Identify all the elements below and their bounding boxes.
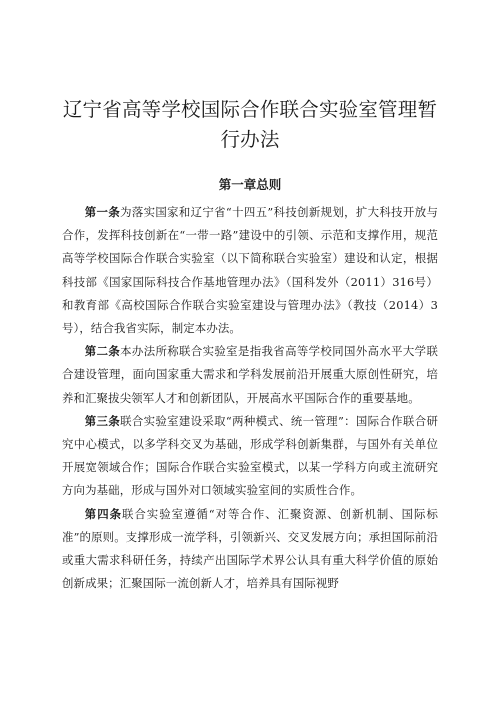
article-4 xyxy=(62,503,438,596)
article-number: 第二条 xyxy=(84,344,121,359)
article-number: 第三条 xyxy=(84,413,121,428)
article-number: 第四条 xyxy=(84,506,122,521)
document-title: 辽宁省高等学校国际合作联合实验室管理暂行办法 xyxy=(62,98,438,151)
article-text: 本办法所称联合实验室是指我省高等学校同国外高水平大学联合建设管理，面向国家重大需求和学科发展前沿开展重大原创性研究，培养和汇聚拔尖领军人才和创新团队，开展高水平国际合作的重要基地。 xyxy=(62,344,438,405)
article-number: 第一条 xyxy=(84,205,121,219)
article-2 xyxy=(62,340,438,410)
article-text: 为落实国家和辽宁省“十四五”科技创新规划，扩大科技开放与合作，发挥科技创新在“一带一路”建设中的引领、示范和支撑作用，规范高等学校国际合作联合实验室（以下简称联合实验室）建设和认定，根据科技部《国家国际科技合作基地管理办法》（国科发外（2011）316号）和教育部《高校国际合作联合实验室建设与管理办法》（教技（2014）3号），结合我省实际，制定本办法。 xyxy=(62,205,438,336)
article-text: 联合实验室建设采取“两种模式、统一管理”：国际合作联合研究中心模式，以多学科交叉为基础，形成学科创新集群，与国外有关单位开展宽领域合作；国际合作联合实验室模式，以某一学科方向或主流研究方向为基础，形成与国外对口领域实验室间的实质性合作。 xyxy=(62,413,438,498)
chapter-heading: 第一章总则 xyxy=(218,177,282,192)
article-1 xyxy=(62,201,438,340)
article-3 xyxy=(62,410,438,503)
article-text: 联合实验室遵循“对等合作、汇聚资源、创新机制、国际标准”的原则。支撑形成一流学科，引领新兴、交叉发展方向；承担国际前沿或重大需求科研任务，持续产出国际学术界公认具有重大科学价值的原始创新成果；汇聚国际一流创新人才，培养具有国际视野 xyxy=(62,506,438,591)
